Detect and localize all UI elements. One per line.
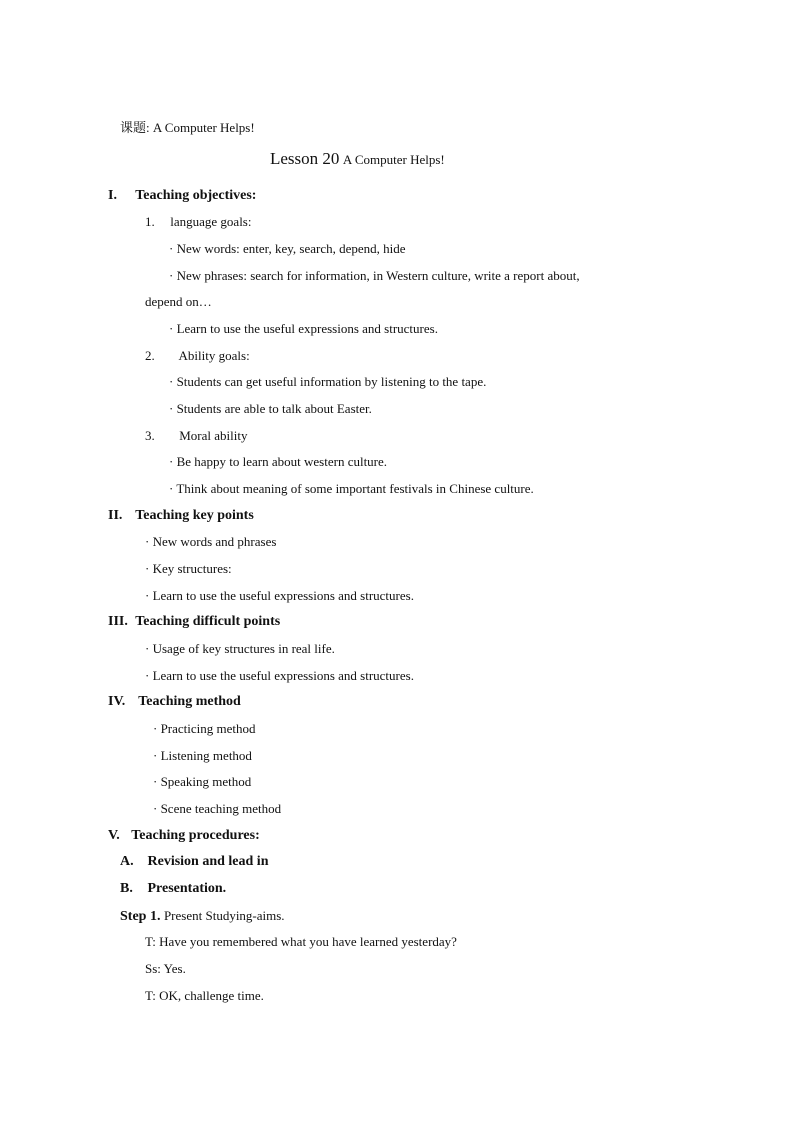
section-5-number: V. bbox=[108, 828, 120, 843]
section-3-heading bbox=[108, 613, 280, 631]
section-5-heading bbox=[108, 827, 260, 845]
section-4-title: Teaching method bbox=[138, 694, 241, 709]
method-2: · Listening method bbox=[153, 748, 252, 763]
section-2-title: Teaching key points bbox=[135, 508, 254, 523]
section-1-number: I. bbox=[108, 188, 117, 203]
section-4-heading bbox=[108, 693, 241, 711]
objective-1-label: language goals: bbox=[170, 214, 252, 229]
section-3-number: III. bbox=[108, 614, 128, 629]
objective-2-label: Ability goals: bbox=[178, 348, 250, 363]
objective-3-number: 3. bbox=[145, 428, 155, 443]
procedure-a-letter: A. bbox=[120, 854, 134, 869]
objective-3-heading bbox=[145, 427, 248, 445]
section-2-number: II. bbox=[108, 508, 123, 523]
lesson-number: Lesson 20 bbox=[270, 149, 340, 168]
topic-line bbox=[120, 119, 255, 137]
topic-label: 课题: bbox=[120, 120, 150, 135]
section-2-heading bbox=[108, 507, 254, 525]
dialogue-line-2: Ss: Yes. bbox=[145, 961, 186, 976]
dialogue-line-3: T: OK, challenge time. bbox=[145, 988, 264, 1003]
objective-2-number: 2. bbox=[145, 348, 155, 363]
method-4: · Scene teaching method bbox=[153, 801, 282, 816]
objective-3-line-1: · Be happy to learn about western culture. bbox=[169, 454, 388, 469]
step-1-line bbox=[120, 907, 285, 926]
key-point-2: · Key structures: bbox=[145, 561, 232, 576]
objective-2-line-1: · Students can get useful information by listening to the tape. bbox=[169, 374, 487, 389]
objective-3-line-2: · Think about meaning of some important festivals in Chinese culture. bbox=[169, 481, 534, 496]
procedure-a bbox=[120, 853, 268, 871]
section-1-title: Teaching objectives: bbox=[135, 188, 257, 203]
objective-1-line-2: · New phrases: search for information, in Western culture, write a report about, bbox=[169, 268, 580, 283]
section-3-title: Teaching difficult points bbox=[135, 614, 281, 629]
lesson-title bbox=[270, 150, 445, 170]
objective-1-line-3: depend on… bbox=[145, 294, 212, 309]
objective-2-line-2: · Students are able to talk about Easter. bbox=[169, 401, 372, 416]
topic-text: A Computer Helps! bbox=[152, 120, 255, 135]
difficult-point-2: · Learn to use the useful expressions and structures. bbox=[145, 668, 414, 683]
method-1: · Practicing method bbox=[153, 721, 256, 736]
difficult-point-1: · Usage of key structures in real life. bbox=[145, 641, 335, 656]
key-point-3: · Learn to use the useful expressions and structures. bbox=[145, 588, 414, 603]
key-point-1: · New words and phrases bbox=[145, 534, 277, 549]
lesson-subtitle: A Computer Helps! bbox=[342, 152, 445, 167]
section-5-title: Teaching procedures: bbox=[131, 828, 260, 843]
dialogue-line-1: T: Have you remembered what you have learned yesterday? bbox=[145, 934, 457, 949]
objective-1-heading bbox=[145, 213, 251, 231]
procedure-b bbox=[120, 880, 226, 898]
step-1-label: Step 1. bbox=[120, 909, 161, 924]
section-4-number: IV. bbox=[108, 694, 126, 709]
procedure-b-letter: B. bbox=[120, 881, 133, 896]
objective-1-number: 1. bbox=[145, 214, 155, 229]
objective-1-line-1: · New words: enter, key, search, depend, hide bbox=[169, 241, 406, 256]
objective-3-label: Moral ability bbox=[179, 428, 248, 443]
section-1-heading bbox=[108, 187, 256, 205]
objective-2-heading bbox=[145, 347, 250, 365]
method-3: · Speaking method bbox=[153, 774, 252, 789]
procedure-b-title: Presentation. bbox=[147, 881, 227, 896]
step-1-text: Present Studying-aims. bbox=[163, 908, 285, 923]
objective-1-line-4: · Learn to use the useful expressions and structures. bbox=[169, 321, 438, 336]
procedure-a-title: Revision and lead in bbox=[147, 854, 269, 869]
